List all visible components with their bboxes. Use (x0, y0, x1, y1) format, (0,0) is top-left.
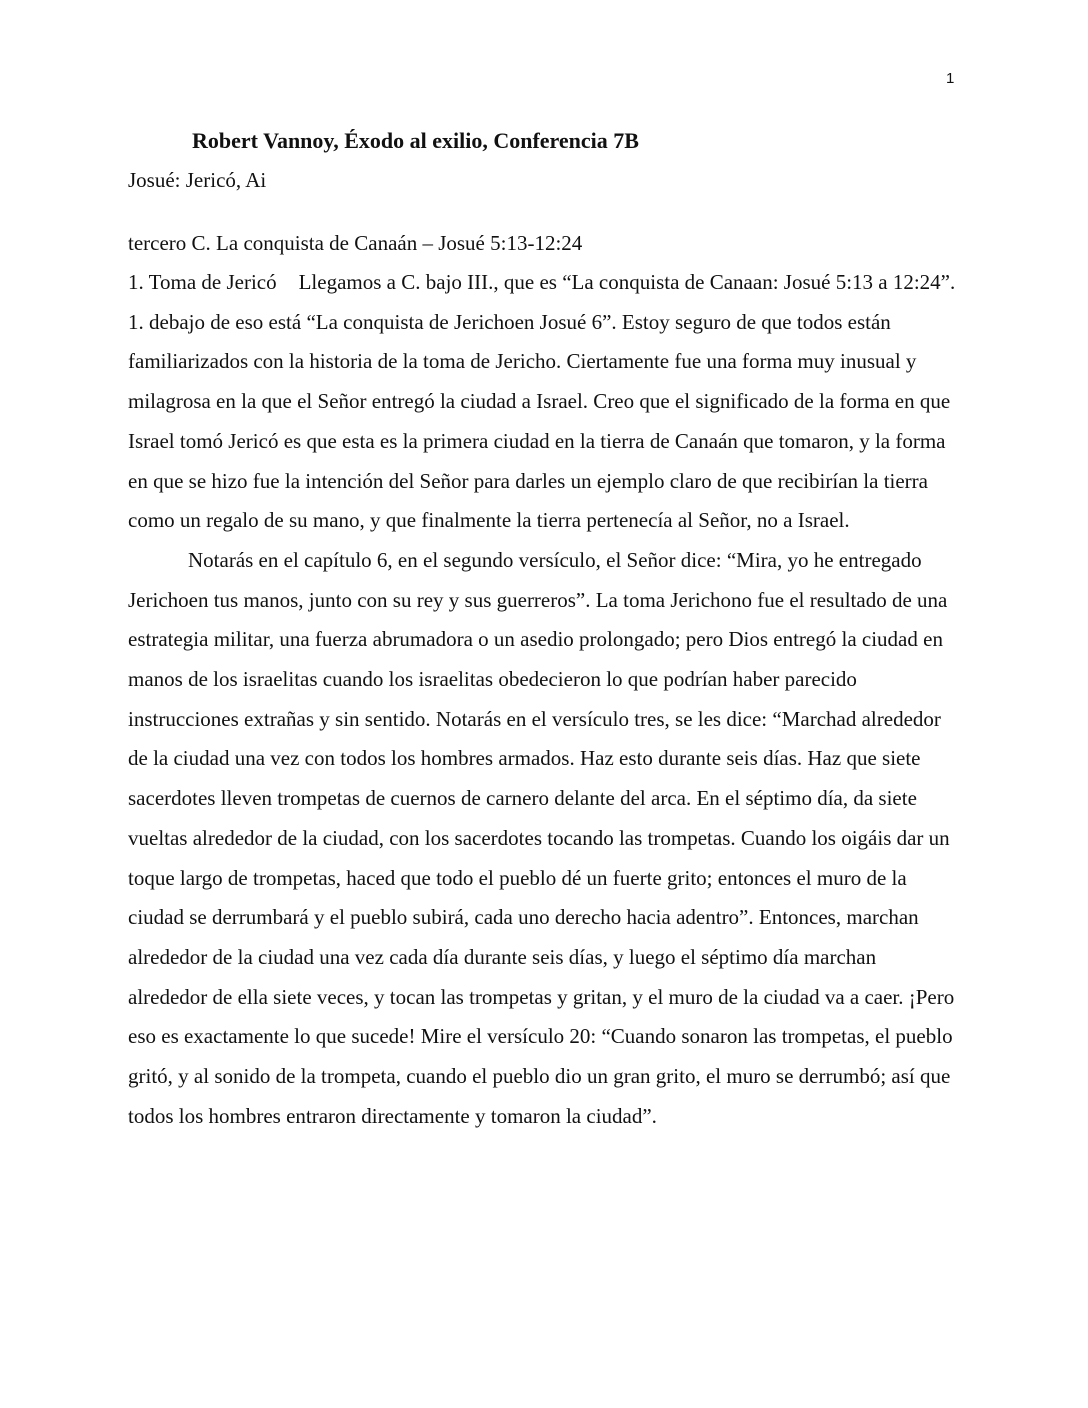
body-text (128, 263, 958, 1136)
section-heading: tercero C. La conquista de Canaán – Josué 5:13-12:24 (128, 231, 583, 255)
paragraph-1 (128, 263, 958, 541)
page-number: 1 (946, 70, 955, 87)
paragraph-1-text: Llegamos a C. bajo III., que es “La conquista de Canaan: Josué 5:13 a 12:24”. 1. debajo de eso está “La conquista de Jerichoen Josué 6”. Estoy seguro de que todos están familiarizados con la historia de la toma de Jericho. Ciertamente fue una forma muy inusual y milagrosa en la que el Señor entregó la ciudad a Israel. Creo que el significado de la forma en que Israel tomó Jericó es que esta es la primera ciudad en la tierra de Canaán que tomaron, y la forma en que se hizo fue la intención del Señor para darles un ejemplo claro de que recibirían la tierra como un regalo de su mano, y que finalmente la tierra pertenecía al Señor, no a Israel. (128, 270, 956, 533)
document-title: Robert Vannoy, Éxodo al exilio, Conferencia 7B (192, 128, 639, 153)
paragraph-2: Notarás en el capítulo 6, en el segundo versículo, el Señor dice: “Mira, yo he entregado Jerichoen tus manos, junto con su rey y sus guerreros”. La toma Jerichono fue el resultado de una estrategia militar, una fuerza abrumadora o un asedio prolongado; pero Dios entregó la ciudad en manos de los israelitas cuando los israelitas obedecieron lo que podrían haber parecido instrucciones extrañas y sin sentido. Notarás en el versículo tres, se les dice: “Marchad alrededor de la ciudad una vez con todos los hombres armados. Haz esto durante seis días. Haz que siete sacerdotes lleven trompetas de cuernos de carnero delante del arca. En el séptimo día, da siete vueltas alrededor de la ciudad, con los sacerdotes tocando las trompetas. Cuando los oigáis dar un toque largo de trompetas, haced que todo el pueblo dé un fuerte grito; entonces el muro de la ciudad se derrumbará y el pueblo subirá, cada uno derecho hacia adentro”. Entonces, marchan alrededor de la ciudad una vez cada día durante seis días, y luego el séptimo día marchan alrededor de ella siete veces, y tocan las trompetas y gritan, y el muro de la ciudad va a caer. ¡Pero eso es exactamente lo que sucede! Mire el versículo 20: “Cuando sonaron las trompetas, el pueblo gritó, y al sonido de la trompeta, cuando el pueblo dio un gran grito, el muro se derrumbó; así que todos los hombres entraron directamente y tomaron la ciudad”. (128, 547, 955, 1128)
document-subtitle: Josué: Jericó, Ai (128, 168, 267, 192)
paragraph-1-lead: 1. Toma de Jericó (128, 270, 277, 294)
